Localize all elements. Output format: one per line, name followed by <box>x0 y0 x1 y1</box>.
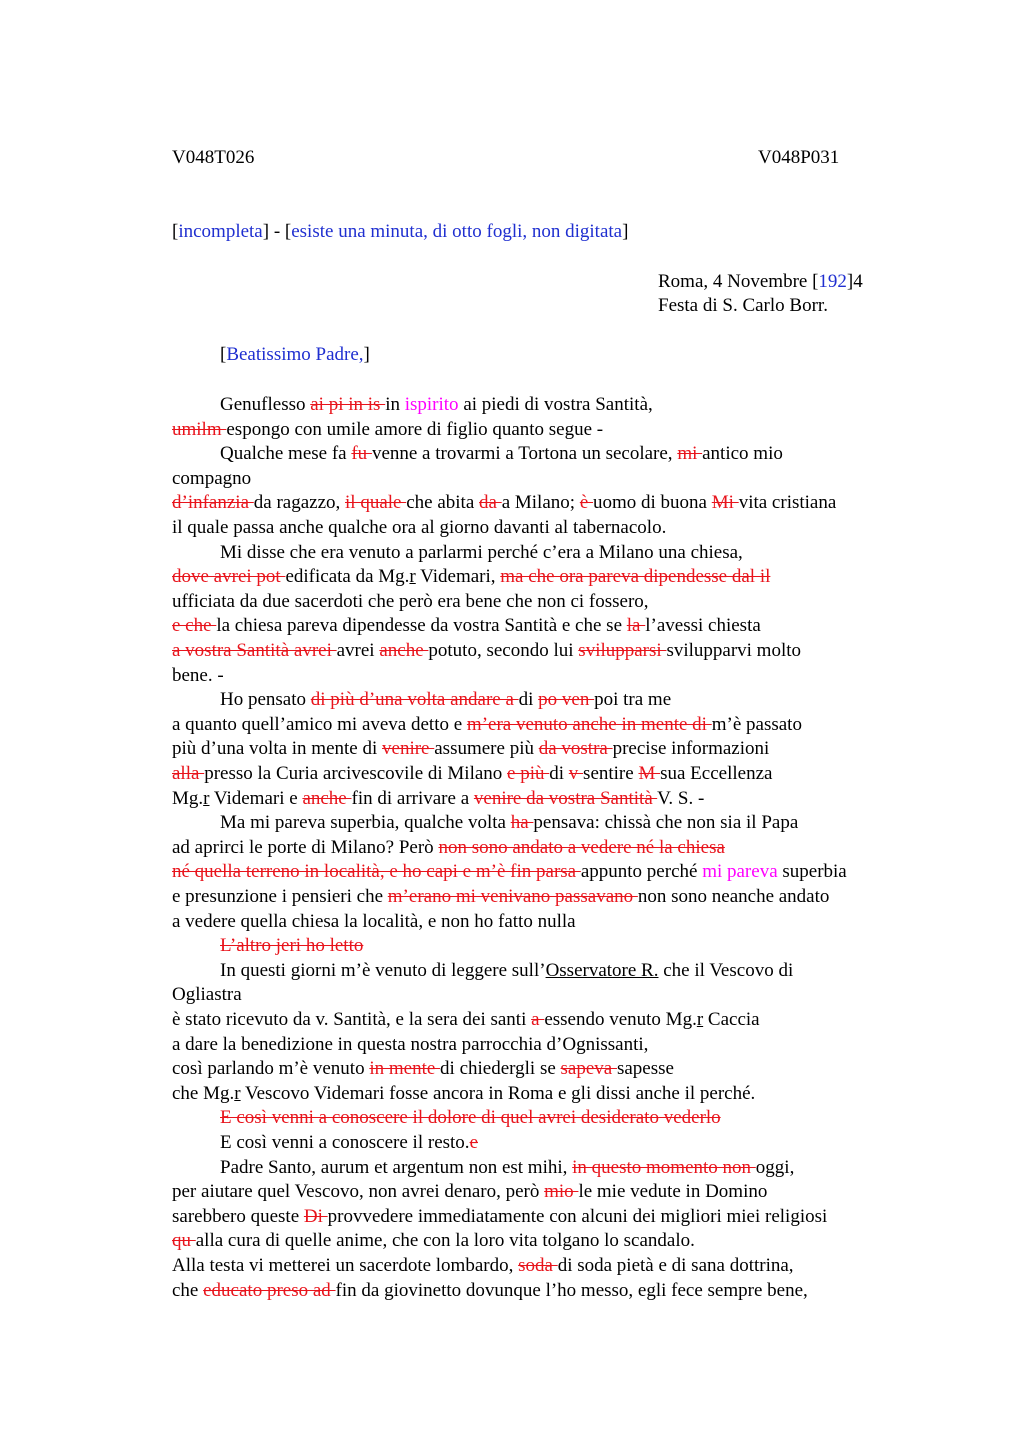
deleted-text: soda <box>518 1255 558 1276</box>
deleted-text: e più <box>507 763 550 784</box>
letter-line <box>172 1229 695 1253</box>
line-text: E così venni a conoscere il resto. <box>220 1132 470 1153</box>
line-text: Alla testa vi metterei un sacerdote lombardo, <box>172 1255 519 1276</box>
line-text: appunto perché <box>580 861 703 883</box>
deleted-text: la <box>626 615 646 637</box>
letter-line <box>172 1131 478 1155</box>
deleted-text: e che <box>172 615 217 637</box>
line-text: che <box>172 1279 204 1301</box>
line-text: Padre Santo, aurum et argentum non est mihi, <box>220 1156 573 1178</box>
line-text: il quale passa anche qualche ora al giorno davanti al tabernacolo. <box>172 517 667 538</box>
line-text: m’è passato <box>711 713 802 735</box>
line-text: più d’una volta in mente di <box>172 738 383 760</box>
line-text: che Mg. <box>172 1082 235 1104</box>
deleted-text: a <box>531 1009 545 1030</box>
line-text: sapesse <box>616 1058 674 1080</box>
deleted-text: umilm <box>172 418 227 440</box>
deleted-text: educato preso ad <box>203 1279 336 1301</box>
deleted-text: mio <box>544 1181 579 1203</box>
line-text: edificata da Mg. <box>285 566 410 588</box>
deleted-text: a vostra Santità avrei <box>172 640 337 661</box>
bracket: ] <box>622 221 629 242</box>
deleted-text: è <box>579 492 593 514</box>
deleted-text: ai pi in is <box>310 394 386 415</box>
highlighted-text: ispirito <box>404 394 459 415</box>
line-text: sua Eccellenza <box>660 763 773 784</box>
deleted-text: L’altro jeri ho letto <box>220 935 364 957</box>
line-text: è stato ricevuto da v. Santità, e la sera dei santi <box>172 1009 532 1030</box>
line-text: presso la Curia arcivescovile di Milano <box>204 763 508 784</box>
line-text: a vedere quella chiesa la località, e non ho fatto nulla <box>172 910 576 932</box>
bracket: ] <box>363 344 370 365</box>
letter-line <box>172 614 761 638</box>
letter-line <box>172 1279 808 1303</box>
note-minuta: esiste una minuta, di otto fogli, non digitata <box>291 221 623 242</box>
letter-line <box>172 836 725 860</box>
deleted-text: venire <box>382 738 435 760</box>
line-text: Ma mi pareva superbia, qualche volta <box>220 812 511 834</box>
line-text: Genuflesso <box>220 394 311 415</box>
deleted-text: ma che ora pareva dipendesse dal il <box>500 566 771 588</box>
line-text: antico mio <box>702 443 783 465</box>
line-text: sarebbero queste <box>172 1205 304 1227</box>
line-text: oggi, <box>755 1156 795 1178</box>
letter-line <box>172 565 770 589</box>
deleted-text: in mente <box>369 1058 441 1080</box>
line-text: Qualche mese fa <box>220 443 352 465</box>
deleted-text: da <box>479 492 502 514</box>
letter-line <box>172 737 769 761</box>
editorial-note <box>172 220 628 244</box>
deleted-text: alla <box>172 763 205 784</box>
line-text: a Milano; <box>501 492 580 514</box>
deleted-text: non sono andato a vedere né la chiesa <box>438 836 725 858</box>
line-text: e presunzione i pensieri che <box>172 886 388 907</box>
deleted-text: da vostra <box>538 738 613 760</box>
deleted-text: m’era venuto anche in mente di <box>466 713 712 735</box>
line-text: a quanto quell’amico mi aveva detto e <box>172 713 467 735</box>
deleted-text: v <box>568 763 584 784</box>
line-text: assumere più <box>434 738 539 760</box>
underlined-text: r <box>203 787 210 809</box>
line-text: Mg. <box>172 787 204 809</box>
line-text: ai piedi di vostra Santità, <box>458 394 653 415</box>
line-text: fin di arrivare a <box>351 787 474 809</box>
letter-line <box>172 934 363 958</box>
line-text: di <box>518 689 539 711</box>
letter-line <box>172 1057 674 1081</box>
letter-line <box>172 787 704 811</box>
letter-line <box>172 590 649 614</box>
letter-line <box>172 959 793 983</box>
place-date <box>658 270 863 294</box>
deleted-text: dove avrei pot <box>172 566 286 588</box>
letter-line <box>172 1180 767 1204</box>
line-text: l’avessi chiesta <box>645 615 761 637</box>
deleted-text: ha <box>510 812 534 834</box>
line-text: poi tra me <box>594 689 672 711</box>
document-code-left: V048T026 <box>172 147 255 168</box>
line-text: potuto, secondo lui <box>428 640 579 661</box>
deleted-text: svilupparsi <box>578 640 667 661</box>
underlined-text: Osservatore R. <box>545 959 659 981</box>
letter-line <box>172 1033 648 1057</box>
deleted-text: anche <box>302 787 352 809</box>
line-text: Ho pensato <box>220 689 311 711</box>
letter-line <box>172 516 666 540</box>
letter-line <box>172 762 772 786</box>
line-text: le mie vedute in Domino <box>578 1181 768 1203</box>
line-text: non sono neanche andato <box>637 886 830 907</box>
line-text: In questi giorni m’è venuto di leggere sull’ <box>220 959 546 981</box>
line-text: la chiesa pareva dipendesse da vostra Santità e che se <box>216 615 627 637</box>
line-text: così parlando m’è venuto <box>172 1058 370 1080</box>
deleted-text: venire da vostra Santità <box>473 787 658 809</box>
line-text: Ogliastra <box>172 984 242 1006</box>
letter-line <box>172 467 251 491</box>
deleted-text: Di <box>303 1205 328 1227</box>
letter-line <box>172 811 798 835</box>
line-text: superbia <box>777 861 847 883</box>
letter-line <box>172 393 653 417</box>
deleted-text: sapeva <box>560 1058 617 1080</box>
letter-line <box>172 713 802 737</box>
line-text: vita cristiana <box>738 492 837 514</box>
underlined-text: r <box>409 566 416 588</box>
line-text: fin da giovinetto dovunque l’ho messo, egli fece sempre bene, <box>335 1279 808 1301</box>
letter-line <box>172 1254 794 1278</box>
line-text: espongo con umile amore di figlio quanto segue - <box>226 418 604 440</box>
line-text: Mi disse che era venuto a parlarmi perché c’era a Milano una chiesa, <box>220 541 743 563</box>
letter-line <box>172 1106 721 1130</box>
note-incompleta: incompleta <box>178 221 263 242</box>
line-text: provvedere immediatamente con alcuni dei migliori miei religiosi <box>327 1205 828 1227</box>
line-text: venne a trovarmi a Tortona un secolare, <box>371 443 678 465</box>
deleted-text: M <box>638 763 661 784</box>
deleted-text: di più d’una volta andare a <box>310 689 519 711</box>
line-text: ufficiata da due sacerdoti che però era bene che non ci fossero, <box>172 590 649 612</box>
letter-line <box>172 1156 794 1180</box>
line-text: di <box>549 763 569 784</box>
deleted-text: qu <box>172 1230 196 1252</box>
bracket: [ <box>172 221 179 242</box>
bracket-separator: ] - [ <box>262 221 292 242</box>
letter-line <box>172 639 801 663</box>
underlined-text: r <box>696 1009 704 1030</box>
deleted-text: mi <box>677 443 703 465</box>
line-text: precise informazioni <box>612 738 770 760</box>
line-text: sentire <box>583 763 639 784</box>
deleted-text: né quella terreno in località, e ho capi e m’è fin parsa <box>172 861 581 883</box>
letter-line <box>172 1008 760 1032</box>
deleted-text: po ven <box>538 689 595 711</box>
line-text: di soda pietà e di sana dottrina, <box>557 1255 794 1276</box>
letter-line <box>172 442 783 466</box>
letter-line <box>172 541 743 565</box>
underlined-text: r <box>234 1082 241 1104</box>
line-text: Videmari e <box>209 787 303 809</box>
line-text: pensava: chissà che non sia il Papa <box>533 812 799 834</box>
line-text: a dare la benedizione in questa nostra parrocchia d’Ognissanti, <box>172 1033 649 1055</box>
deleted-text: in questo momento non <box>572 1156 756 1178</box>
deleted-text: m’erano mi venivano passavano <box>387 886 638 907</box>
line-text: di chiedergli se <box>440 1058 561 1080</box>
letter-line <box>172 688 671 712</box>
deleted-text: Mi <box>711 492 739 514</box>
line-text: bene. - <box>172 664 224 686</box>
feast-line: Festa di S. Carlo Borr. <box>658 295 828 316</box>
line-text: svilupparvi molto <box>666 640 802 661</box>
deleted-text: e <box>469 1132 478 1153</box>
line-text: ad aprirci le porte di Milano? Però <box>172 836 439 858</box>
deleted-text: fu <box>351 443 372 465</box>
line-text: V. S. - <box>657 787 705 809</box>
letter-line <box>172 910 576 934</box>
date-text: Roma, 4 Novembre [ <box>658 271 819 292</box>
letter-line <box>172 885 829 909</box>
letter-line <box>172 664 224 688</box>
line-text: uomo di buona <box>593 492 712 514</box>
deleted-text: E così venni a conoscere il dolore di quel avrei desiderato vederlo <box>220 1107 721 1129</box>
line-text: che il Vescovo di <box>658 959 794 981</box>
line-text: per aiutare quel Vescovo, non avrei denaro, però <box>172 1181 545 1203</box>
bracket: [ <box>220 344 227 365</box>
line-text: Caccia <box>703 1009 760 1030</box>
line-text: che abita <box>406 492 480 514</box>
letter-line <box>172 983 242 1007</box>
letter-line <box>172 418 603 442</box>
line-text: essendo venuto Mg. <box>544 1009 697 1030</box>
line-text: Videmari, <box>415 566 501 588</box>
salutation <box>220 343 370 367</box>
line-text: avrei <box>336 640 380 661</box>
document-code-right: V048P031 <box>758 147 840 168</box>
line-text: Vescovo Videmari fosse ancora in Roma e gli dissi anche il perché. <box>240 1082 756 1104</box>
date-text-end: ]4 <box>846 271 863 292</box>
salutation-text: Beatissimo Padre, <box>226 344 364 365</box>
line-text: compagno <box>172 467 252 489</box>
letter-line <box>172 1205 827 1229</box>
letter-line <box>172 491 836 515</box>
letter-line <box>172 1082 755 1106</box>
line-text: in <box>385 394 405 415</box>
letter-line <box>172 860 847 884</box>
line-text: alla cura di quelle anime, che con la loro vita tolgano lo scandalo. <box>195 1230 695 1252</box>
date-year: 192 <box>818 271 847 292</box>
deleted-text: d’infanzia <box>172 492 254 514</box>
deleted-text: il quale <box>345 492 407 514</box>
line-text: da ragazzo, <box>253 492 346 514</box>
deleted-text: anche <box>379 640 429 661</box>
highlighted-text: mi pareva <box>702 861 778 883</box>
